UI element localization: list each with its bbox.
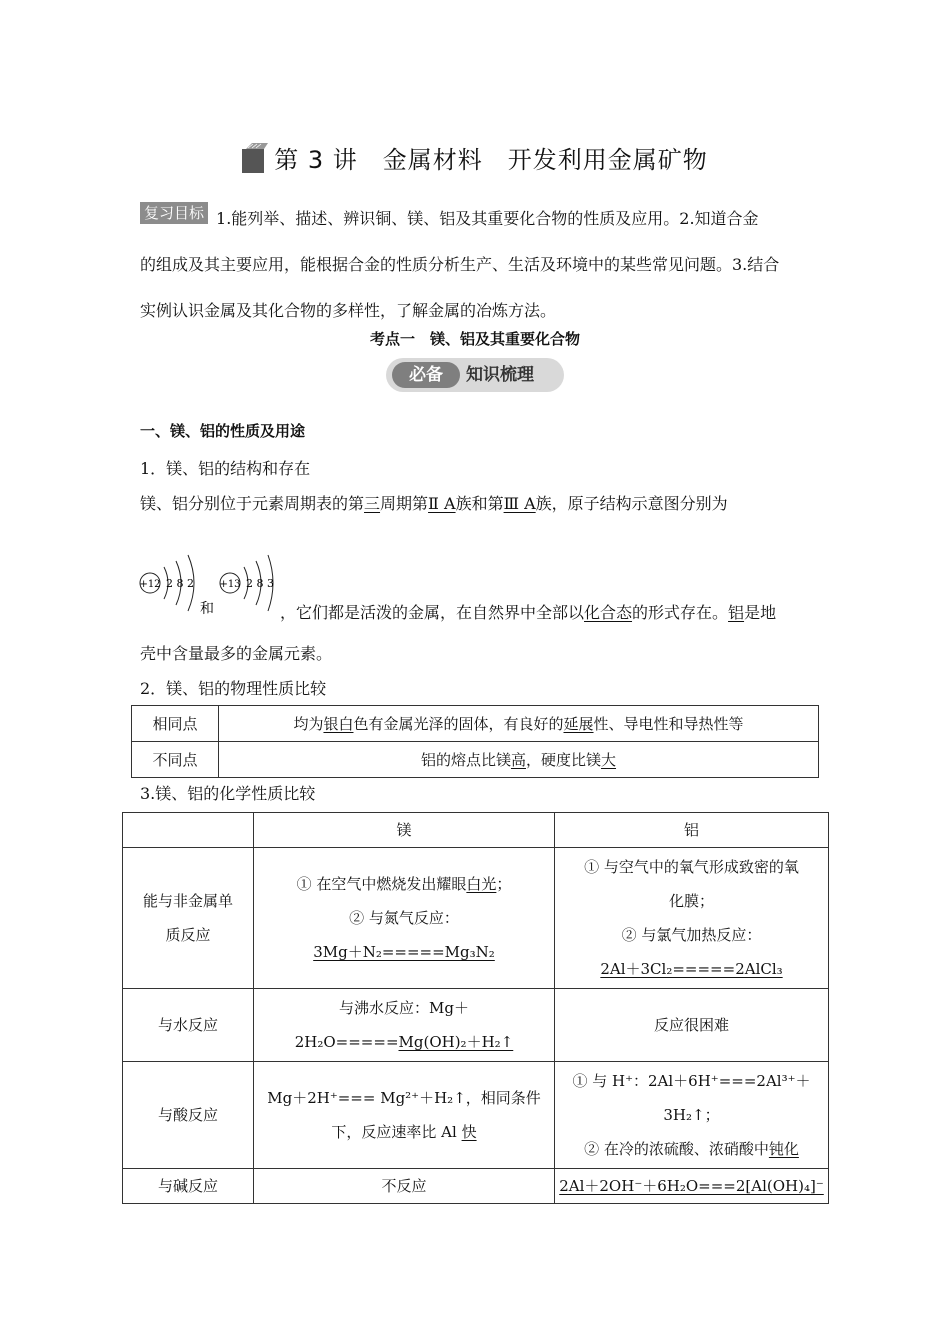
table-row [123, 848, 829, 989]
blank: 钝化 [768, 1140, 799, 1158]
text: 3H₂↑； [663, 1106, 720, 1124]
row-label: 与水反应 [123, 989, 254, 1062]
text: 周期第 [380, 494, 429, 513]
text: 族和第 [455, 494, 504, 513]
text: 族，原子结构示意图分别为 [535, 494, 728, 513]
text: ② 与氮气反应： [349, 909, 459, 927]
cell [254, 848, 555, 989]
text: ① 与 H⁺：2Al＋6H⁺===2Al³⁺＋ [572, 1072, 811, 1090]
blank-al: 铝 [728, 603, 745, 622]
text: 均为 [293, 715, 324, 733]
al-nucleus: +13 [219, 579, 241, 590]
text: ，它们都是活泼的金属，在自然界中全部以 [280, 603, 585, 622]
cell [555, 1169, 829, 1204]
same-cell [219, 706, 819, 742]
pill-right: 知识梳理 [466, 365, 534, 385]
mg-shells: 2 8 2 [166, 577, 194, 590]
text: 2H₂O===== [294, 1033, 399, 1051]
blank-high: 高 [510, 751, 526, 769]
table-row [123, 813, 829, 848]
diagram-and: 和 [200, 601, 214, 617]
subheading-2: 2．镁、铝的物理性质比较 [140, 679, 327, 698]
heading-1: 一、镁、铝的性质及用途 [140, 422, 306, 440]
text: 化膜； [668, 892, 714, 910]
pill-left: 必备 [392, 362, 460, 388]
text: ，硬度比镁 [526, 751, 602, 769]
exist-line-2: 壳中含量最多的金属元素。 [140, 644, 333, 663]
section-pill [386, 358, 564, 392]
goals-line-2: 的组成及其主要应用，能根据合金的性质分析生产、生活及环境中的某些常见问题。3.结合 [140, 255, 780, 274]
equation: 2Al＋3Cl₂=====2AlCl₃ [600, 960, 783, 978]
text: ① 在空气中燃烧发出耀眼 [296, 875, 467, 893]
row-label: 与碱反应 [123, 1169, 254, 1204]
goals-line-1: 1.能列举、描述、辨识铜、镁、铝及其重要化合物的性质及应用。2.知道合金 [216, 209, 759, 228]
blank-group-mg: Ⅱ A [428, 494, 456, 513]
text: 与沸水反应：Mg＋ [339, 999, 469, 1017]
subheading-1: 1．镁、铝的结构和存在 [140, 459, 311, 478]
exist-line [280, 600, 776, 623]
cell [555, 1062, 829, 1169]
text: 质反应 [165, 926, 211, 944]
equation: Mg(OH)₂＋H₂↑ [398, 1033, 514, 1051]
text: Mg＋2H⁺=== Mg²⁺＋H₂↑，相同条件 [267, 1089, 541, 1107]
physical-properties-table [131, 705, 819, 778]
table-row [123, 989, 829, 1062]
table-row [123, 1169, 829, 1204]
header-empty [123, 813, 254, 848]
blank: 白光 [466, 875, 497, 893]
text: 镁、铝分别位于元素周期表的第 [140, 494, 365, 513]
mg-nucleus: +12 [139, 579, 161, 590]
text: 能与非金属单 [142, 892, 233, 910]
title-text: 第 3 讲 金属材料 开发利用金属矿物 [274, 146, 708, 174]
blank-form: 化合态 [584, 603, 633, 622]
text: 是地 [744, 603, 777, 622]
blank-prop: 延展 [563, 715, 594, 733]
text: ② 与氯气加热反应： [621, 926, 762, 944]
cell: 反应很困难 [555, 989, 829, 1062]
diff-cell [219, 742, 819, 778]
text: ； [496, 875, 512, 893]
blank-group-al: Ⅲ A [503, 494, 536, 513]
table-row [123, 1062, 829, 1169]
text: ① 与空气中的氧气形成致密的氧 [584, 858, 799, 876]
blank: 快 [461, 1123, 477, 1141]
text: 的形式存在。 [632, 603, 729, 622]
cell [254, 989, 555, 1062]
header-al: 铝 [555, 813, 829, 848]
cell [555, 848, 829, 989]
table-row [132, 706, 819, 742]
goals-paragraph [140, 196, 812, 334]
blank-period: 三 [364, 494, 381, 513]
row-label: 与酸反应 [123, 1062, 254, 1169]
text: ② 在冷的浓硫酸、浓硝酸中 [584, 1140, 769, 1158]
diff-label: 不同点 [132, 742, 219, 778]
atomic-structure-diagram [138, 553, 278, 623]
text: 下，反应速率比 Al [331, 1123, 462, 1141]
text: 色有金属光泽的固体，有良好的 [353, 715, 564, 733]
equation: 2Al＋2OH⁻＋6H₂O===2[Al(OH)₄]⁻ [559, 1177, 824, 1195]
chemical-properties-table [122, 812, 829, 1204]
goals-badge: 复习目标 [140, 202, 208, 224]
same-label: 相同点 [132, 706, 219, 742]
blank-color: 银白 [323, 715, 354, 733]
structure-line [140, 491, 728, 514]
cell: 不反应 [254, 1169, 555, 1204]
row-label [123, 848, 254, 989]
equation: 3Mg＋N₂=====Mg₃N₂ [313, 943, 495, 961]
al-shells: 2 8 3 [246, 577, 274, 590]
text: 铝的熔点比镁 [420, 751, 511, 769]
book-icon [242, 143, 268, 173]
subheading-3: 3.镁、铝的化学性质比较 [140, 784, 316, 803]
cell [254, 1062, 555, 1169]
blank-big: 大 [601, 751, 617, 769]
header-mg: 镁 [254, 813, 555, 848]
table-row [132, 742, 819, 778]
section-title: 考点一 镁、铝及其重要化合物 [369, 330, 580, 348]
text: 性、导电性和导热性等 [593, 715, 744, 733]
goals-line-3: 实例认识金属及其化合物的多样性，了解金属的冶炼方法。 [140, 301, 557, 320]
page-title [0, 140, 950, 175]
